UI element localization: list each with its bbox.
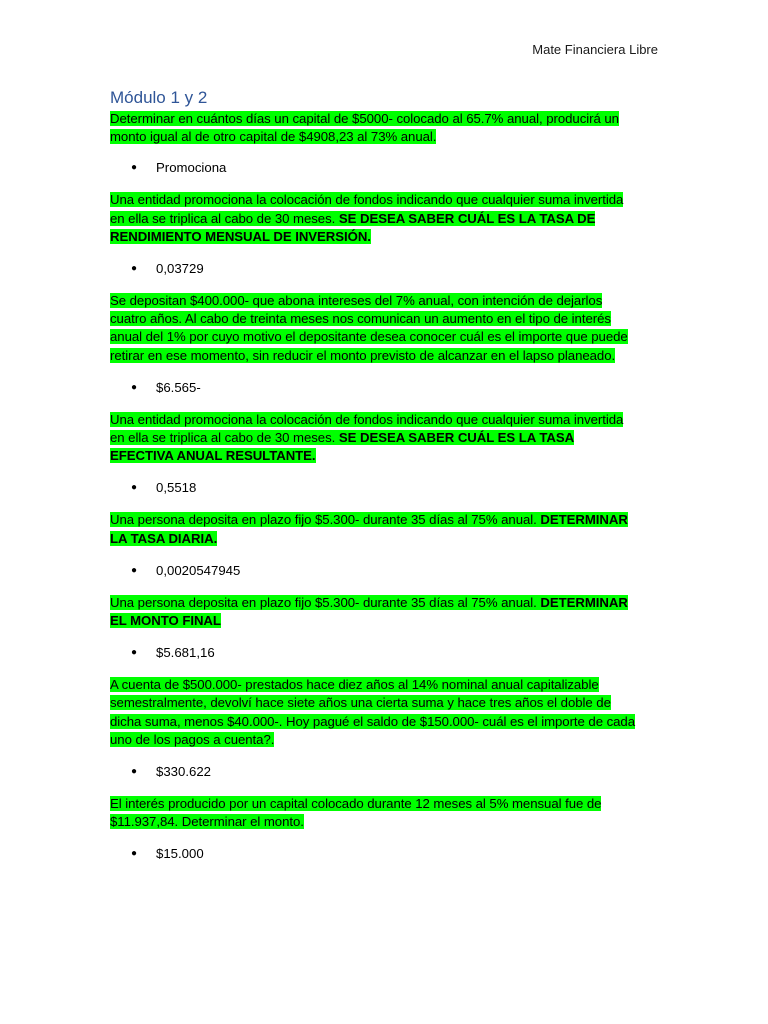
answer-8: ● $15.000 — [131, 846, 204, 862]
question-4: Una entidad promociona la colocación de fondos indicando que cualquier suma invertida en ella se triplica al cabo de 30 meses. SE DESEA SABER CUÁL ES LA TASA EFECTIVA ANUAL RESULTANTE. — [110, 411, 624, 464]
document-header: Mate Financiera Libre — [532, 42, 658, 57]
bullet-icon: ● — [131, 263, 138, 275]
bullet-icon: ● — [131, 482, 138, 494]
answer-7: ● $330.622 — [131, 764, 212, 780]
answer-5: ● 0,0020547945 — [131, 562, 241, 578]
bullet-icon: ● — [131, 381, 138, 393]
bullet-icon: ● — [131, 162, 138, 174]
bullet-icon: ● — [131, 647, 138, 659]
module-title: Módulo 1 y 2 — [110, 88, 208, 107]
question-2: Una entidad promociona la colocación de fondos indicando que cualquier suma invertida en ella se triplica al cabo de 30 meses. SE DESEA SABER CUÁL ES LA TASA DE RENDIMIENTO MENSUAL DE INVERSIÓN. — [110, 192, 624, 244]
answer-6: ● $5.681,16 — [131, 645, 215, 661]
bullet-icon: ● — [131, 848, 138, 860]
question-6: Una persona deposita en plazo fijo $5.300- durante 35 días al 75% anual. DETERMINAR EL MONTO FINAL — [110, 594, 628, 629]
bullet-icon: ● — [131, 766, 138, 778]
question-1: Determinar en cuántos días un capital de $5000- colocado al 65.7% anual, producirá un monto igual al de otro capital de $4908,23 al 73% anual. — [110, 111, 619, 145]
answer-1: ● Promociona — [131, 160, 227, 176]
question-5: Una persona deposita en plazo fijo $5.300- durante 35 días al 75% anual. DETERMINAR LA TASA DIARIA. — [110, 512, 628, 546]
answer-4: ● 0,5518 — [131, 480, 197, 496]
answer-2: ● 0,03729 — [131, 261, 204, 277]
question-8: El interés producido por un capital colocado durante 12 meses al 5% mensual fue de $11.937,84. Determinar el monto. — [110, 796, 602, 830]
bullet-icon: ● — [131, 564, 138, 576]
question-7: A cuenta de $500.000- prestados hace diez años al 14% nominal anual capitalizable semestralmente, devolví hace siete años una cierta suma y hace tres años el doble de dicha suma, menos $40.000-. Hoy pagué el saldo de $150.000- cuál es el importe de cada uno de los pagos a cuenta?. — [110, 677, 636, 747]
document-body — [110, 88, 640, 877]
answer-3: ● $6.565- — [131, 379, 201, 395]
question-3: Se depositan $400.000- que abona intereses del 7% anual, con intención de dejarlos cuatro años. Al cabo de treinta meses nos comunican un aumento en el tipo de interés anual del 1% por cuyo motivo el depositante desea conocer cuál es el importe que puede retirar en ese momento, sin reducir el monto previsto de alcanzar en el lapso planeado. — [110, 293, 628, 363]
